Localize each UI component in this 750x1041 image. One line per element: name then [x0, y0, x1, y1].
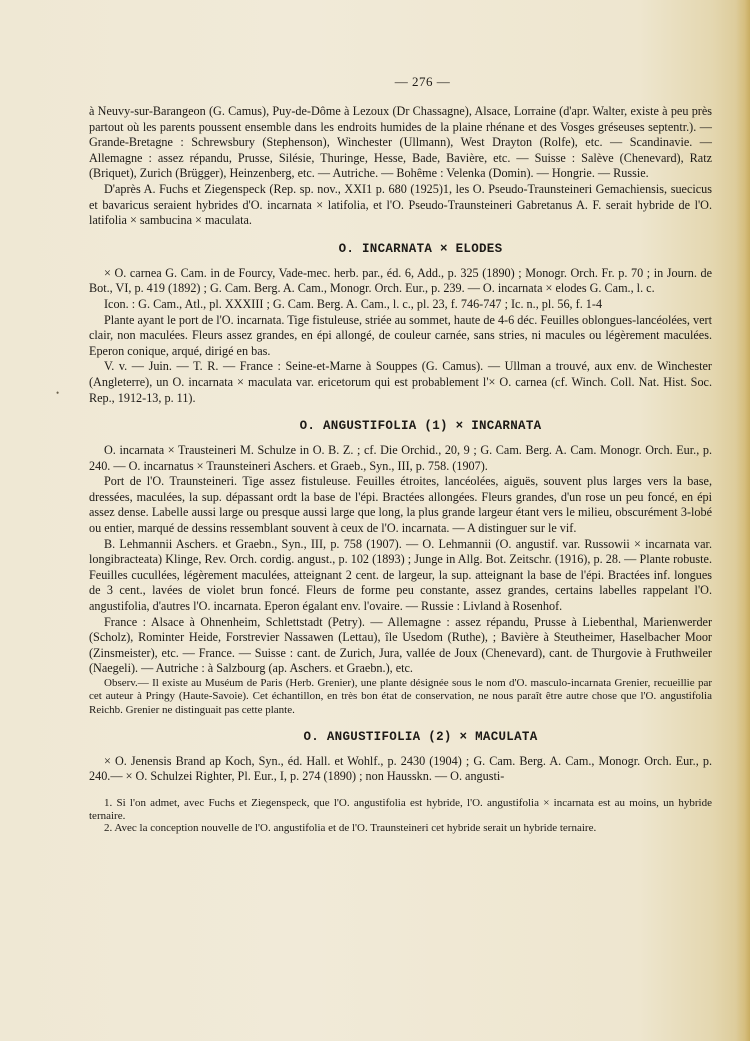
- paragraph: B. Lehmannii Aschers. et Graebn., Syn., III, p. 758 (1907). — O. Lehmannii (O. angustif. var. Russowii × incarnata var. longibracteata) Klinge, Rev. Orch. cordig. angust., p. 102 (1893) ; Junge in Allg. Bot. Zeitschr. (1916), p. 28. — Plante robuste. Feuilles cucullées, légèrement maculées, atteignant 2 cent. de largeur, la sup. atteignant la base de l'épi. Bractées inf. longues de 3 cent., lavées de violet brun foncé. Fleurs de forme peu constante, assez grandes, certains labelles rappelant l'O. angustifolia, d'autres l'O. incarnata. Eperon égalant env. l'ovaire. — Russie : Livland à Rosenhof.: [89, 536, 712, 614]
- footnote: 1. Si l'on admet, avec Fuchs et Ziegenspeck, que l'O. angustifolia est hybride, l'O. angustifolia × incarnata est au moins, un hybride ternaire.: [89, 797, 712, 822]
- footnote: 2. Avec la conception nouvelle de l'O. angustifolia et de l'O. Traunsteineri cet hybride serait un hybride ternaire.: [104, 822, 597, 835]
- paragraph: Plante ayant le port de l'O. incarnata. Tige fistuleuse, striée au sommet, haute de 4-6 déc. Feuilles oblongues-lancéolées, vert clair, non maculées. Fleurs assez grandes, en épi allongé, de couleur carnée, sans stries, ni macules ou légèrement maculées. Eperon conique, arqué, dirigé en bas.: [89, 312, 712, 358]
- observation-block: [89, 677, 712, 717]
- page-number: — 276 —: [394, 74, 451, 89]
- paragraph: D'après A. Fuchs et Ziegenspeck (Rep. sp. nov., XXI1 p. 680 (1925)1, les O. Pseudo-Traunsteineri Gemachiensis, suecicus et bavaricus seraient hybrides d'O. incarnata × latifolia, et l'O. Pseudo-Traunsteineri Gabretanus A. F. serait hybride de l'O. latifolia × sambucina × maculata.: [89, 181, 712, 228]
- observation: Observ.— Il existe au Muséum de Paris (Herb. Grenier), une plante désignée sous le nom d'O. masculo-incarnata Grenier, recueillie par cet auteur à Pringy (Haute-Savoie). Cet échantillon, en très bon état de conservation, ne nous paraît être autre chose que l'O. angustifolia Reichb. Grenier ne distinguait pas cette plante.: [89, 677, 712, 716]
- page-content: [89, 70, 712, 835]
- paragraph: × O. carnea G. Cam. in de Fourcy, Vade-mec. herb. par., éd. 6, Add., p. 325 (1890) ; Monogr. Orch. Fr. p. 70 ; in Journ. de Bot., VI, p. 419 (1892) ; G. Cam. Berg. A. Cam., Monogr. Orch. Eur., p. 239. — O. incarnata × elodes G. Cam., l. c.: [89, 265, 712, 296]
- paragraph: V. v. — Juin. — T. R. — France : Seine-et-Marne à Souppes (G. Camus). — Ullman a trouvé, aux env. de Winchester (Angleterre), un O. incarnata × maculata var. ericetorum qui est probablement l'× O. carnea (cf. Winch. Coll. Nat. Hist. Soc. Rep., 1912-13, p. 11).: [89, 359, 712, 405]
- footnotes: [89, 797, 712, 835]
- paragraph: × O. Jenensis Brand ap Koch, Syn., éd. Hall. et Wohlf., p. 2430 (1904) ; G. Cam. Berg. A. Cam., Monogr. Orch. Eur., p. 240.— × O. Schulzei Righter, Pl. Eur., I, p. 274 (1890) ; non Hausskn. — O. angusti-: [89, 753, 712, 784]
- margin-mark: •: [56, 388, 60, 398]
- section-heading: O. ANGUSTIFOLIA (2) × MACULATA: [303, 729, 538, 744]
- paragraph: France : Alsace à Ohnenheim, Schlettstadt (Petry). — Allemagne : assez répandu, Prusse à Liebenthal, Marienwerder (Scholz), Rominter Heide, Forstrevier Nassawen (Lettau), île Usedom (Ruthe), ; Bavière à Steutheimer, Haselbacher Moor (Zinsmeister), etc. — France. — Suisse : cant. de Zurich, Jura, vallée de Joux (Chenevard), cant. de Thurgovie à Fruthweiler (Naegeli). — Autriche : à Salzbourg (ap. Aschers. et Graebn.), etc.: [89, 614, 712, 676]
- paragraph: Port de l'O. Traunsteineri. Tige assez fistuleuse. Feuilles étroites, lancéolées, aiguës, souvent plus larges vers la base, dressées, maculées, la sup. dépassant ordt la base de l'épi. Bractées allongées. Fleurs grandes, d'un rose un peu foncé, en épi assez dense. Labelle aussi large ou presque aussi large que long, la plus grande largeur étant vers le milieu, obscurément 3-lobé ou entier, marqué de dessins ressemblant souvent à ceux de l'O. incarnata. — A distinguer sur le vif.: [89, 474, 712, 536]
- section-heading: O. ANGUSTIFOLIA (1) × INCARNATA: [299, 419, 542, 434]
- page-edge-shadow: [736, 0, 750, 1041]
- paragraph: à Neuvy-sur-Barangeon (G. Camus), Puy-de-Dôme à Lezoux (Dr Chassagne), Alsace, Lorraine (d'apr. Walter, existe à peu près partout où les parents poussent ensemble dans les endroits humides de la plaine rhénane et des Vosges gréseuses septentr.). — Grande-Bretagne : Schrewsbury (Stephenson), Winchester (Ullmann), West Drayton (Rolfe), etc. — Scandinavie. — Allemagne : assez répandu, Prusse, Silésie, Thuringe, Hesse, Bade, Bavière, etc. — Suisse : Salève (Chenevard), Ratz (Briquet), Zurich (Brügger), Heinzenberg, etc. — Autriche. — Bohême : Velenka (Domin). — Hongrie. — Russie.: [89, 104, 712, 181]
- section-heading: O. INCARNATA × ELODES: [338, 241, 503, 256]
- paragraph: Icon. : G. Cam., Atl., pl. XXXIII ; G. Cam. Berg. A. Cam., l. c., pl. 23, f. 746-747 ; Ic. n., pl. 56, f. 1-4: [104, 296, 603, 311]
- paragraph: O. incarnata × Trausteineri M. Schulze in O. B. Z. ; cf. Die Orchid., 20, 9 ; G. Cam. Berg. A. Cam. Monogr. Orch. Eur., p. 240. — O. incarnatus × Traunsteineri Aschers. et Graeb., Syn., III, p. 758. (1907).: [89, 443, 712, 473]
